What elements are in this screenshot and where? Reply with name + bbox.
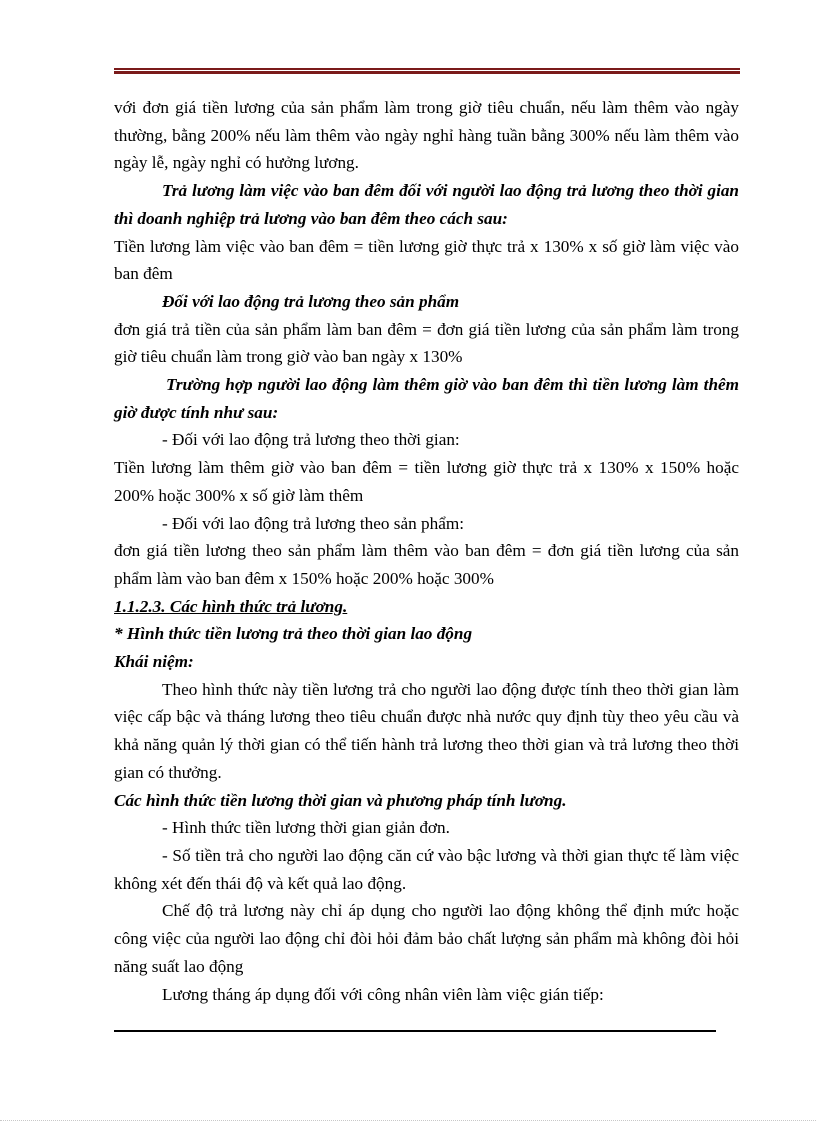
- subheading-concept: Khái niệm:: [114, 652, 194, 672]
- section-heading-1-1-2-3: 1.1.2.3. Các hình thức trả lương.: [114, 596, 348, 616]
- formula-night-overtime-product: đơn giá tiền lương theo sản phẩm làm thêm vào ban đêm = đơn giá tiền lương của sản phẩm làm vào ban đêm x 150% hoặc 200% hoặc 300%: [114, 541, 739, 588]
- formula-product-night: đơn giá trả tiền của sản phẩm làm ban đêm = đơn giá tiền lương của sản phẩm làm trong giờ tiêu chuẩn làm trong giờ vào ban ngày x 130%: [114, 319, 739, 367]
- footer-rule: [114, 1030, 716, 1032]
- paragraph-concept: Theo hình thức này tiền lương trả cho người lao động được tính theo thời gian làm việc cấp bậc và tháng lương theo tiêu chuẩn được nhà nước quy định tùy theo yêu cầu và khả năng quản lý thời gian có thể tiến hành trả lương theo thời gian và trả lương theo thời gian có thưởng.: [114, 679, 739, 782]
- heading-night-overtime: Trường hợp người lao động làm thêm giờ vào ban đêm thì tiền lương làm thêm giờ được tính như sau:: [114, 375, 739, 422]
- heading-night-pay-time-based: Trả lương làm việc vào ban đêm đối với người lao động trả lương theo thời gian thì doanh nghiệp trả lương vào ban đêm theo cách sau:: [114, 181, 739, 228]
- paragraph-applicability: Chế độ trả lương này chỉ áp dụng cho người lao động không thể định mức hoặc công việc của người lao động chỉ đòi hỏi đảm bảo chất lượng sản phẩm mà không đòi hỏi năng suất lao động: [114, 901, 739, 976]
- formula-night-overtime-time: Tiền lương làm thêm giờ vào ban đêm = tiền lương giờ thực trả x 130% x 150% hoặc 200% hoặc 300% x số giờ làm thêm: [114, 458, 739, 505]
- list-item-time-based: - Đối với lao động trả lương theo thời gian:: [162, 430, 460, 450]
- list-item-product-based: - Đối với lao động trả lương theo sản phẩm:: [162, 513, 464, 533]
- header-rule-top: [114, 68, 740, 70]
- header-rule-bottom: [114, 71, 740, 74]
- paragraph-monthly-salary: Lương tháng áp dụng đối với công nhân viên làm việc gián tiếp:: [162, 984, 604, 1004]
- subheading-methods: Các hình thức tiền lương thời gian và phương pháp tính lương.: [114, 790, 567, 810]
- document-body: [114, 94, 739, 1008]
- list-item-pay-basis: - Số tiền trả cho người lao động căn cứ vào bậc lương và thời gian thực tế làm việc không xét đến thái độ và kết quả lao động.: [114, 845, 739, 893]
- formula-night-pay: Tiền lương làm việc vào ban đêm = tiền lương giờ thực trả x 130% x số giờ làm việc vào ban đêm: [114, 236, 739, 284]
- paragraph-overtime-rates: với đơn giá tiền lương của sản phẩm làm trong giờ tiêu chuẩn, nếu làm thêm vào ngày thường, bằng 200% nếu làm thêm vào ngày nghỉ hàng tuần bằng 300% nếu làm thêm vào ngày lễ, ngày nghỉ có hưởng lương.: [114, 98, 739, 173]
- list-item-simple-time-pay: - Hình thức tiền lương thời gian giản đơn.: [162, 818, 450, 838]
- page-bottom-dotted-line: [0, 1120, 816, 1121]
- subheading-time-based-pay: * Hình thức tiền lương trả theo thời gian lao động: [114, 624, 473, 644]
- heading-product-based: Đối với lao động trả lương theo sản phẩm: [162, 291, 460, 311]
